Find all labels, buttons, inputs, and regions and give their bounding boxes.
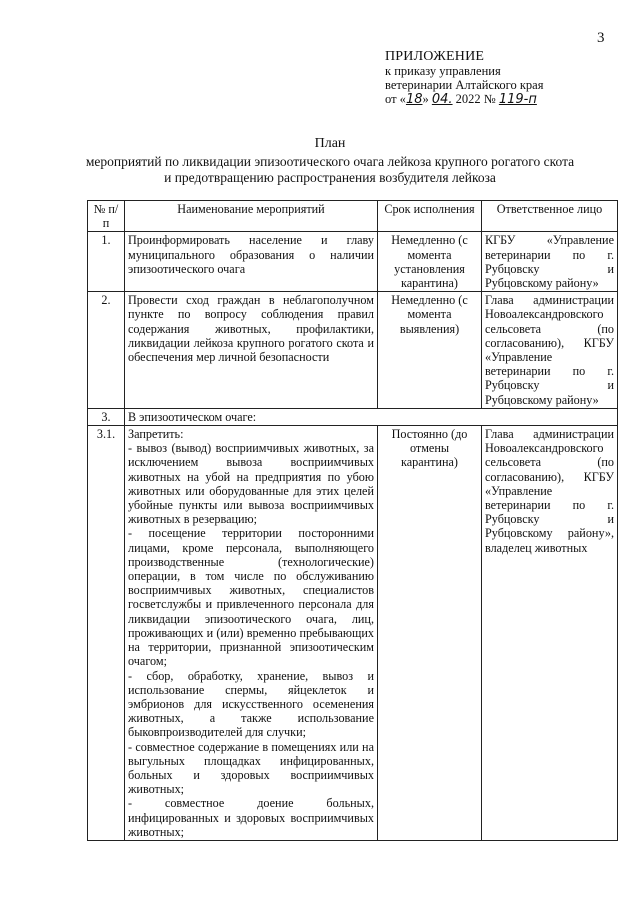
row-section-title: В эпизоотическом очаге: [125,408,618,425]
row-num: 3.1. [88,426,125,841]
appendix-heading: ПРИЛОЖЕНИЕ [385,49,485,64]
row-name-intro: Запретить: [128,427,184,442]
list-item: - совместное содержание в помещениях или на выгульных площадках инфицированных, больных и здоровых восприимчивых животных; [128,739,374,797]
appendix-line-2: ветеринарии Алтайского края [385,78,544,92]
header-term: Срок исполнения [378,201,482,232]
page-number: 3 [597,30,605,46]
date-day: 18 [405,92,423,107]
row-name: Проинформировать население и главу муниципального образования о наличии эпизоотического очага [125,232,378,292]
row-resp: Глава администрации Новоалександровского сельсовета (по согласованию), КГБУ «Управление ветеринарии по г. Рубцовску и Рубцовскому району» [482,292,618,409]
row-name: Провести сход граждан в неблагополучном пункте по вопросу соблюдения правил содержания животных, профилактики, ликвидации лейкоза крупного рогатого скота и обеспечения мер личной безопасности [125,292,378,409]
row-name [125,426,378,841]
plan-table [87,200,618,841]
table-header-row [88,201,618,232]
appendix-block [385,50,543,107]
header-name: Наименование мероприятий [125,201,378,232]
date-prefix: от « [385,92,406,106]
order-number: 119-п [498,92,537,107]
title-plan: План [314,136,346,151]
table-row [88,408,618,425]
list-item: - вывоз (вывод) восприимчивых животных, за исключением вывоза восприимчивых животных на убой на предприятия по убою животных или оборудованные для этих целей убойные пункты или вывоза восприимчивых животных в резервацию; [128,441,374,527]
title-line-2: и предотвращению распространения возбудителя лейкоза [164,170,496,185]
appendix-line-1: к приказу управления [385,64,501,78]
row-resp: КГБУ «Управление ветеринарии по г. Рубцовску и Рубцовскому району» [482,232,618,292]
row-num: 1. [88,232,125,292]
header-num: № п/п [88,201,125,232]
list-item: - посещение территории посторонними лицами, кроме персонала, выполняющего производственные (технологические) операции, в том числе по обслуживанию восприимчивых животных, специалистов госветслужбы и привлеченного персонала для ликвидации эпизоотического очага, лиц, проживающих и (или) временно пребывающих на территории, признанной эпизоотическим очагом; [128,526,374,669]
table-row [88,292,618,409]
row-num: 3. [88,408,125,425]
header-resp: Ответственное лицо [482,201,618,232]
appendix-date-line [385,92,543,107]
date-month: 04. [431,92,453,107]
table-row [88,426,618,841]
list-item: - сбор, обработку, хранение, вывоз и использование спермы, яйцеклеток и эмбрионов для искусственного осеменения животных, а также использование быковпроизводителей для случки; [128,668,374,740]
row-num: 2. [88,292,125,409]
document-title [40,136,620,186]
table-row [88,232,618,292]
row-resp: Глава администрации Новоалександровского сельсовета (по согласованию), КГБУ «Управление ветеринарии по г. Рубцовску и Рубцовскому району», владелец животных [482,426,618,841]
title-line-1: мероприятий по ликвидации эпизоотического очага лейкоза крупного рогатого скота [85,154,575,169]
date-year-no: 2022 № [455,92,496,106]
date-mid: » [422,92,429,106]
row-term: Постоянно (до отмены карантина) [378,426,482,841]
row-term: Немедленно (с момента выявления) [378,292,482,409]
row-term: Немедленно (с момента установления карантина) [378,232,482,292]
list-item: - совместное доение больных, инфицированных и здоровых восприимчивых животных; [128,796,374,839]
